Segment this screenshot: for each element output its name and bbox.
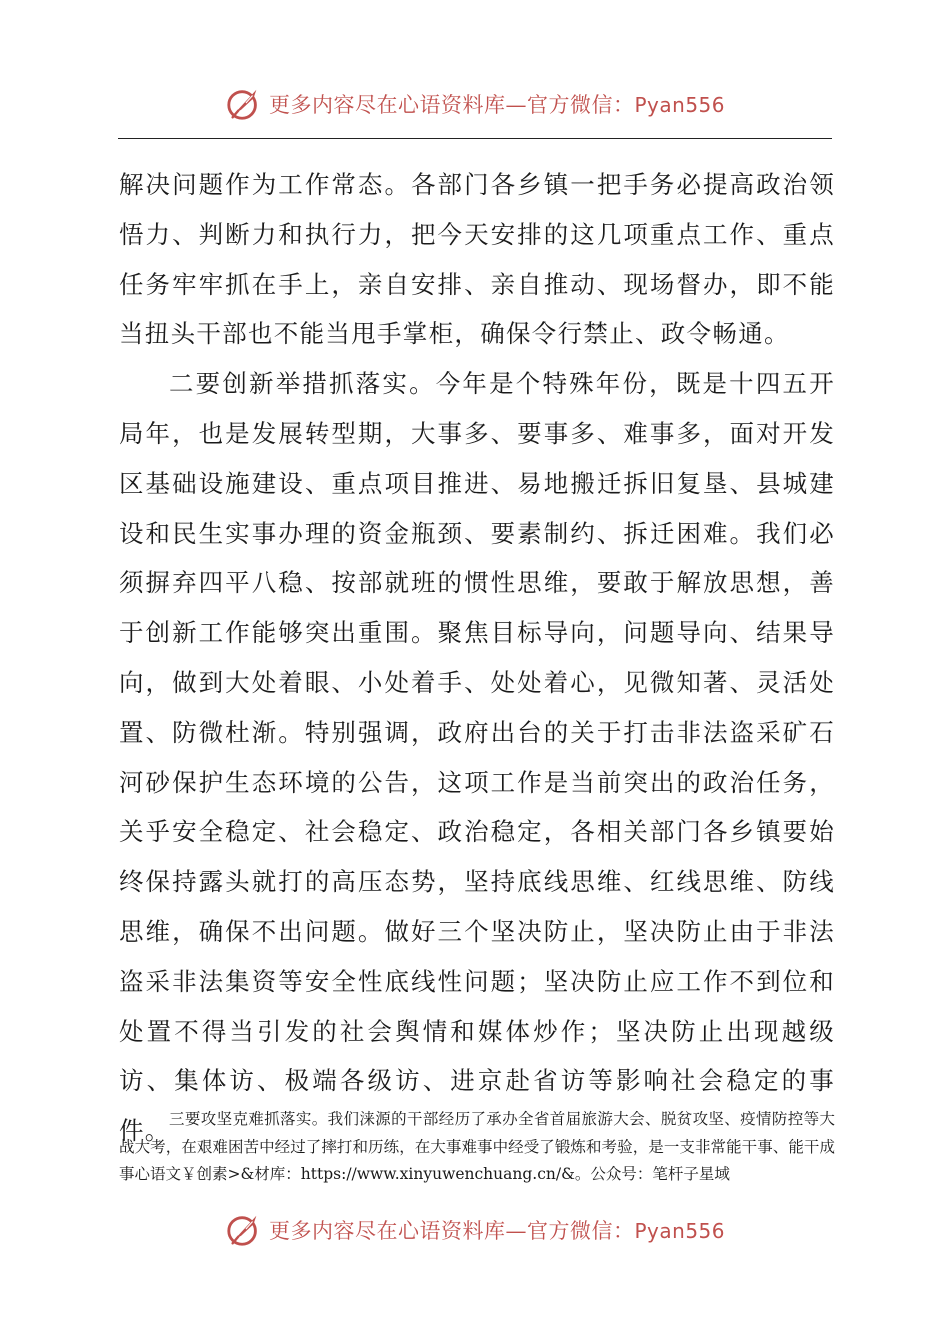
footer-banner-text xyxy=(269,1215,725,1245)
small-print-section xyxy=(119,1106,835,1189)
footer-banner xyxy=(0,1208,950,1252)
document-body xyxy=(119,160,835,1156)
header-divider xyxy=(118,138,832,139)
body-paragraph-1: 解决问题作为工作常态。各部门各乡镇一把手务必提高政治领悟力、判断力和执行力，把今天安排的这几项重点工作、重点任务牢牢抓在手上，亲自安排、亲自推动、现场督办，即不能当扭头干部也不能当甩手掌柜，确保令行禁止、政令畅通。 xyxy=(119,170,835,349)
header-banner-text xyxy=(269,89,725,119)
footer-banner-wechat-id: Pyan556 xyxy=(634,1219,725,1243)
quill-logo-icon xyxy=(225,85,263,123)
header-banner xyxy=(0,82,950,126)
small-print-paragraph: 三要攻坚克难抓落实。我们涞源的干部经历了承办全省首届旅游大会、脱贫攻坚、疫情防控等大战大考，在艰难困苦中经过了摔打和历练，在大事难事中经受了锻炼和考验，是一支非常能干事、能干成事心语文￥创素>&材库：https://www.xinyuwenchuang.cn/&。公众号：笔杆子星域 xyxy=(119,1110,835,1183)
header-banner-cn: 更多内容尽在心语资料库—官方微信： xyxy=(268,93,635,117)
header-banner-wechat-id: Pyan556 xyxy=(634,93,725,117)
quill-logo-icon xyxy=(225,1211,263,1249)
body-paragraph-2: 二要创新举措抓落实。今年是个特殊年份，既是十四五开局年，也是发展转型期，大事多、要事多、难事多，面对开发区基础设施建设、重点项目推进、易地搬迁拆旧复垦、县城建设和民生实事办理的资金瓶颈、要素制约、拆迁困难。我们必须摒弃四平八稳、按部就班的惯性思维，要敢于解放思想，善于创新工作能够突出重围。聚焦目标导向，问题导向、结果导向，做到大处着眼、小处着手、处处着心，见微知著、灵活处置、防微杜渐。特别强调，政府出台的关于打击非法盗采矿石河砂保护生态环境的公告，这项工作是当前突出的政治任务，关乎安全稳定、社会稳定、政治稳定，各相关部门各乡镇要始终保持露头就打的高压态势，坚持底线思维、红线思维、防线思维，确保不出问题。做好三个坚决防止，坚决防止由于非法盗采非法集资等安全性底线性问题；坚决防止应工作不到位和处置不得当引发的社会舆情和媒体炒作；坚决防止出现越级访、集体访、极端各级访、进京赴省访等影响社会稳定的事件。 xyxy=(119,369,835,1146)
footer-banner-cn: 更多内容尽在心语资料库—官方微信： xyxy=(268,1219,635,1243)
